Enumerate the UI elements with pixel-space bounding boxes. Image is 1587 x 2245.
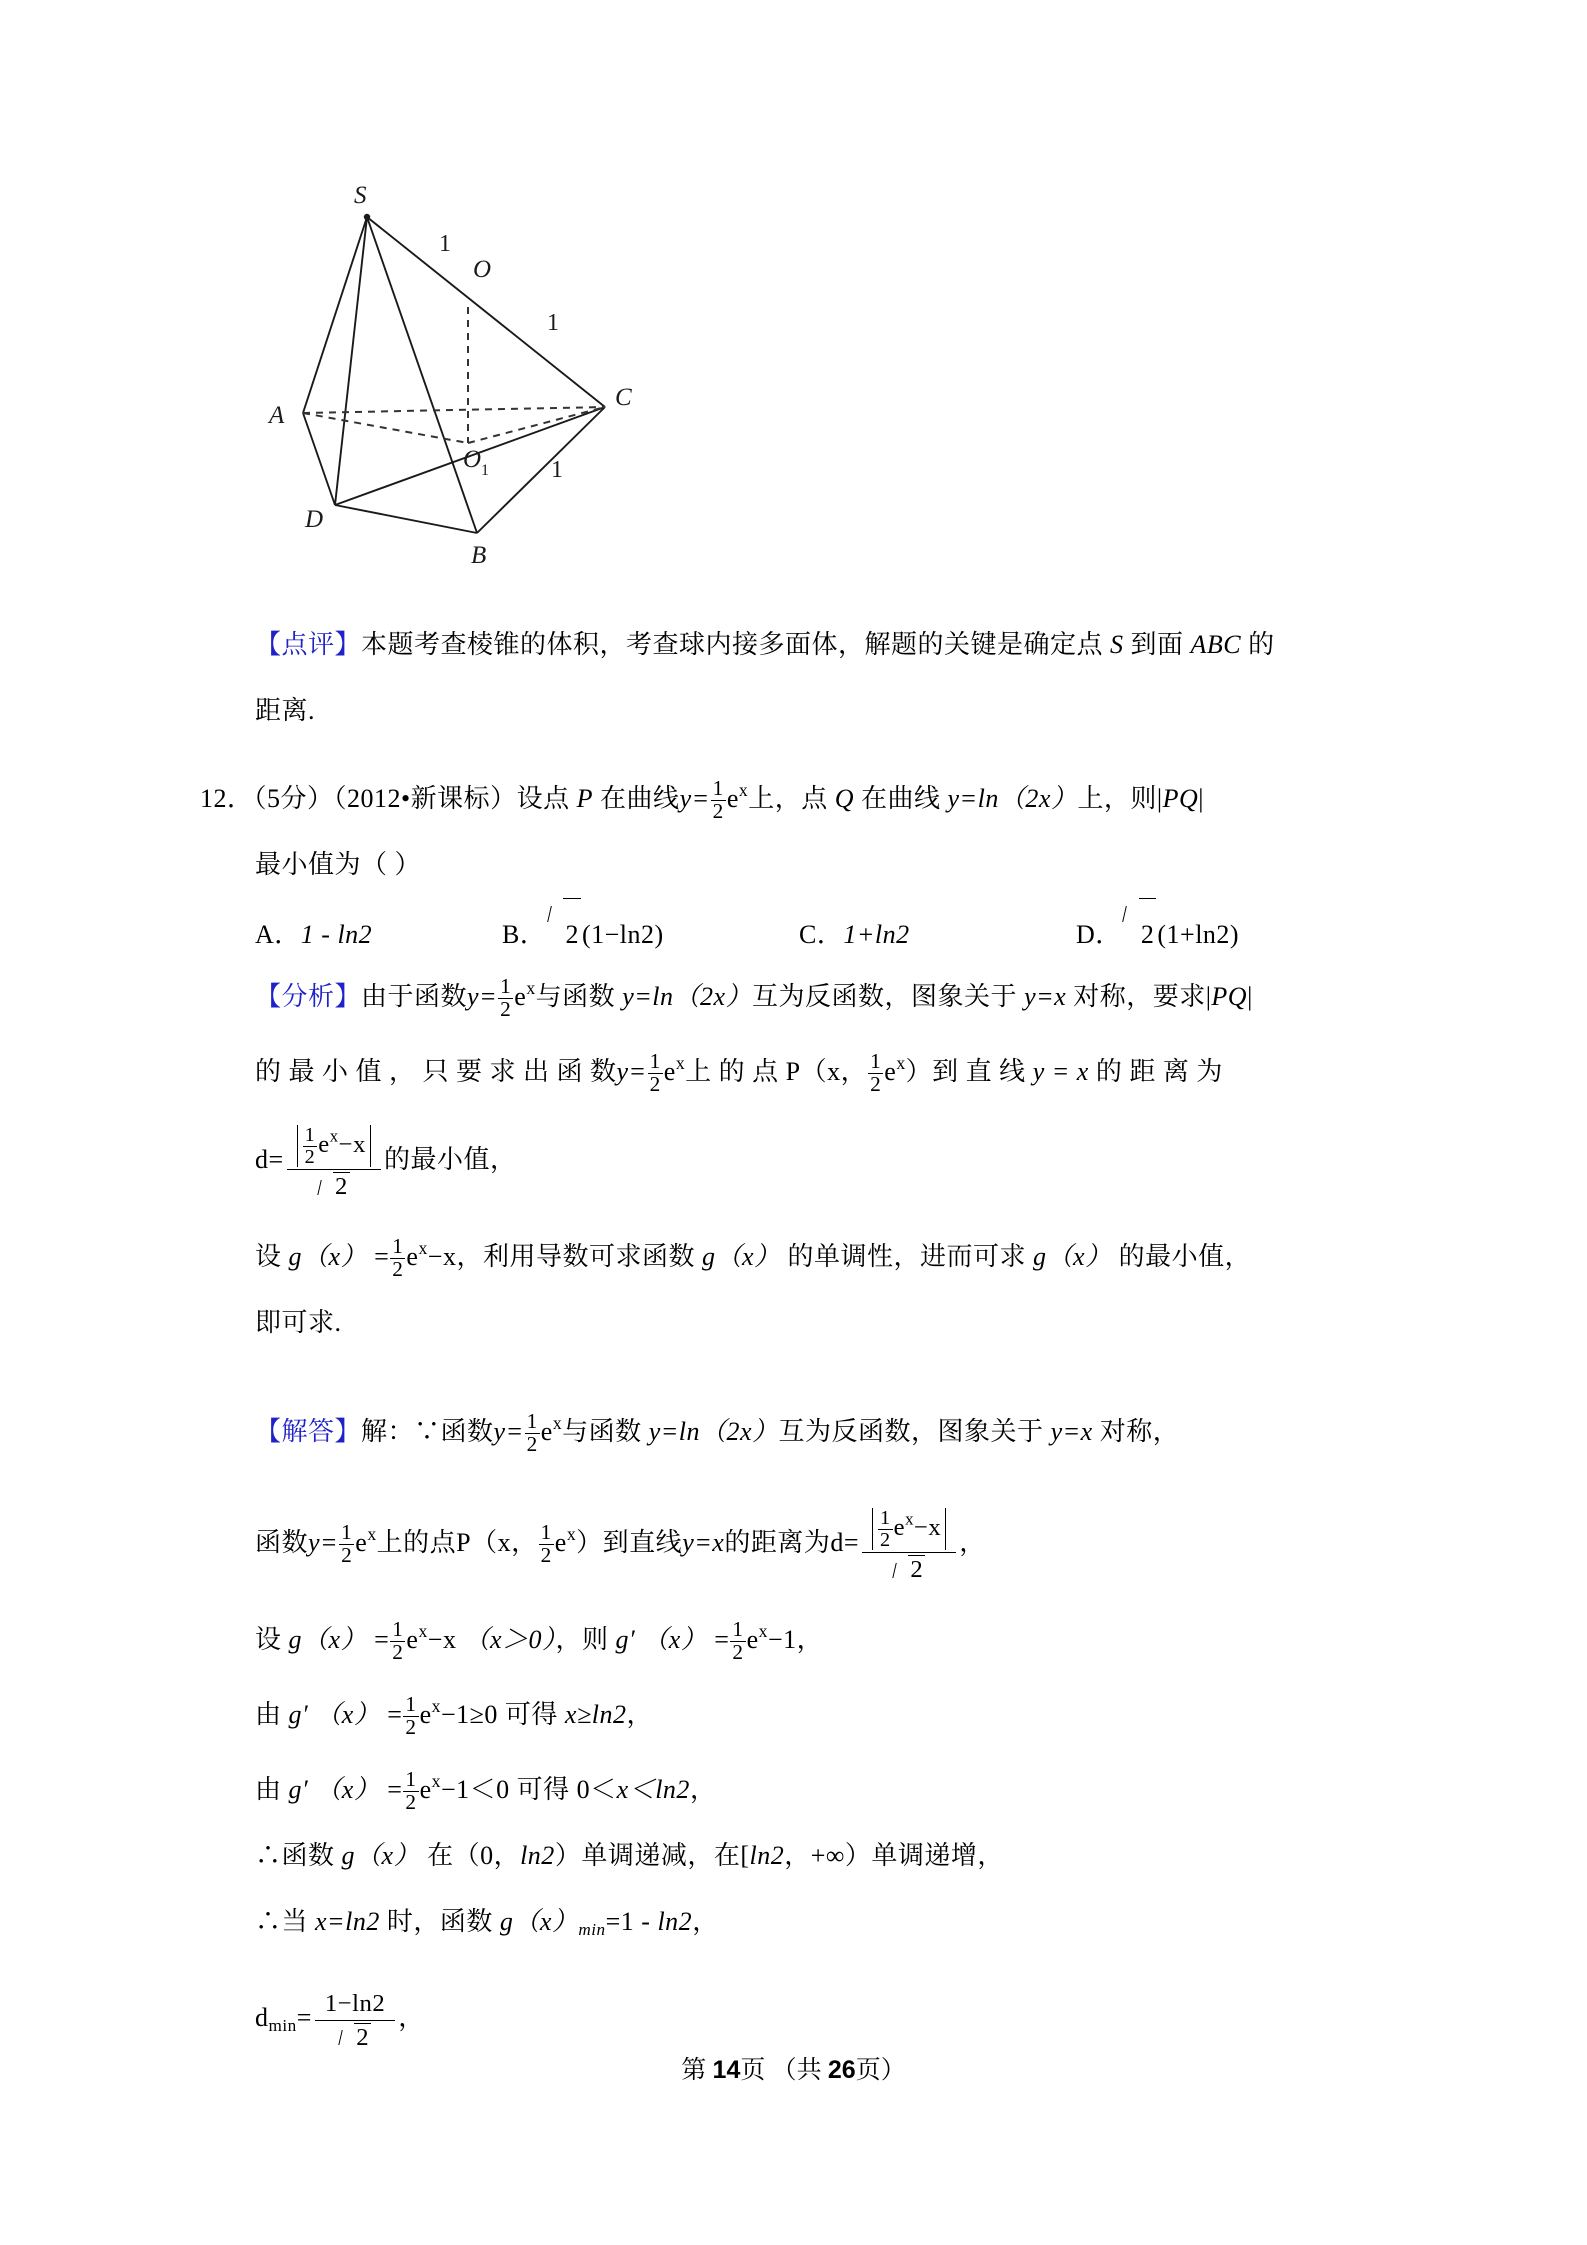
denominator-sqrt [318, 1172, 350, 1201]
option-c-text: 1+ln2 [843, 919, 910, 949]
abs-bars: $\frac{1}{2}$ $e^x-x$ [297, 1125, 371, 1167]
solution-l1-a: 解：∵函数 [361, 1416, 494, 1446]
analysis-l1-f: 对称，要求| [1073, 981, 1212, 1011]
solution-l8-d: d [255, 2002, 269, 2032]
footer-prefix: 第 [681, 2057, 713, 2084]
analysis-l1-d: 互为反函数，图象关于 [752, 981, 1018, 1011]
analysis-l3-tail: 的最小值， [383, 1144, 517, 1174]
solution-l1-y: y= [493, 1416, 524, 1446]
solution-distance-denominator [862, 1553, 956, 1584]
question-stem-f: | [1198, 783, 1204, 813]
analysis-l1-b: 与函数 [535, 981, 616, 1011]
solution-l5-den: 2 [405, 1789, 417, 1814]
abs-exp: x [329, 1126, 339, 1146]
solution-l3-g: g（x） [288, 1624, 368, 1654]
solution-l4-m1: −1 [440, 1699, 470, 1729]
solution-distance-numerator [862, 1506, 956, 1553]
solution-l2-c: ）到直线 [576, 1527, 683, 1557]
footer-current-page: 14 [712, 2056, 741, 2084]
comment-tag: 【点评】 [255, 630, 362, 659]
distance-formula-fraction [287, 1123, 381, 1201]
solution-l7-ln2: ln2 [657, 1906, 693, 1936]
comment-text-b: 到面 [1130, 630, 1184, 659]
solution-l4-eq: = [387, 1699, 403, 1729]
solution-l5-x: x [616, 1774, 629, 1804]
option-c-key: C． [799, 919, 844, 949]
solution-l2-num2: 1 [540, 1520, 552, 1545]
analysis-l2-exp2: x [896, 1052, 906, 1073]
page-footer [0, 2050, 1587, 2086]
solution-l8-eq: = [296, 2002, 312, 2032]
solution-tag: 【解答】 [255, 1416, 362, 1446]
analysis-l4-exp: x [418, 1237, 428, 1258]
solution-l6-ln2: ln2 [520, 1840, 555, 1870]
analysis-l1-e: y=x [1024, 981, 1067, 1011]
denominator-radicand: 2 [335, 1173, 348, 1201]
analysis-l2-fraction-2 [868, 1051, 883, 1095]
solution-l3-e2: e [746, 1624, 759, 1654]
analysis-l2-curve-y: y= [616, 1056, 647, 1086]
solution-l3-den: 2 [392, 1639, 404, 1664]
question-stem-line-1: 12．（5分）（2012•新课标）设点 P 在曲线y= $\frac{1}{2}$ $e^x$上，点 Q 在曲线 y=ln（2x）上，则|PQ| [200, 776, 1204, 824]
solution-l3-e: e [406, 1624, 419, 1654]
option-b-radicand: 2 [563, 898, 581, 971]
solution-l5-px: （x） [315, 1774, 381, 1804]
figure-label-o1: O [463, 446, 482, 473]
vertex-dot-s [364, 214, 370, 220]
abs-e: e [318, 1131, 330, 1159]
solution-l7-comma: ， [692, 1906, 719, 1936]
analysis-l4-e: e [406, 1241, 419, 1271]
figure-label-c: C [615, 384, 632, 411]
question-block [200, 757, 1380, 971]
solution-l1-fraction [525, 1411, 540, 1455]
analysis-curve1-y: y= [467, 981, 498, 1011]
curve1-fraction [711, 778, 726, 822]
curve1-e: e [726, 783, 739, 813]
figure-label-d: D [305, 506, 324, 533]
solution-l2-num: 1 [341, 1520, 353, 1545]
solution-l3-eq: = [374, 1624, 390, 1654]
solution-l2-exp2: x [566, 1523, 577, 1544]
solution-l3-then: ，则 [555, 1624, 609, 1654]
question-curve2: y=ln（2x） [947, 783, 1078, 813]
analysis-l2-e2: e [884, 1056, 897, 1086]
comment-face-abc: ABC [1190, 630, 1242, 659]
solution-l8-sub: min [268, 2015, 297, 2035]
comment-line-1 [255, 612, 1360, 678]
analysis-l1-c: y=ln（2x） [622, 981, 753, 1011]
distance-formula-numerator [287, 1123, 381, 1170]
dmin-sqrt [339, 2023, 371, 2052]
question-stem-b: 在曲线 [600, 783, 680, 813]
solution-l7-eq: =1 - [605, 1906, 658, 1936]
solution-l4-gp: g′ [288, 1699, 309, 1729]
solution-l6-a: ∴函数 [255, 1840, 335, 1870]
solution-l1-e: y=x [1050, 1416, 1093, 1446]
solution-line-5 [255, 1748, 1380, 1823]
comment-block [255, 612, 1360, 744]
abs-num: 1 [304, 1123, 316, 1146]
solution-l2-deq: d= [830, 1527, 859, 1557]
analysis-l2-den2: 2 [870, 1071, 882, 1096]
solution-l5-e: e [419, 1774, 432, 1804]
analysis-line-5: 即可求. [255, 1307, 342, 1337]
solution-l1-num: 1 [526, 1409, 538, 1434]
analysis-l2-a: 的 最 小 值 ， 只 要 求 出 函 数 [255, 1056, 617, 1086]
solution-l5-m1: −1 [440, 1774, 470, 1804]
solution-l7-min: min [578, 1919, 606, 1939]
solution-l4-a: 由 [255, 1699, 282, 1729]
solution-l7-x: x=ln2 [315, 1906, 380, 1936]
analysis-l2-e: e [663, 1056, 676, 1086]
solution-abs-exp: x [905, 1509, 914, 1529]
solution-abs-num: 1 [880, 1506, 891, 1529]
solution-l3-mx: −x [427, 1624, 457, 1654]
solution-l5-gp: g′ [288, 1774, 309, 1804]
solution-l4-fraction [403, 1694, 418, 1738]
solution-abs-den: 2 [880, 1528, 891, 1551]
solution-l2-b: 上的点P（x， [376, 1527, 538, 1557]
footer-mid: 页 （共 [740, 2057, 828, 2084]
analysis-l4-den: 2 [392, 1256, 404, 1281]
solution-l3-den2: 2 [732, 1639, 744, 1664]
comment-text-a: 本题考查棱锥的体积，考查球内接多面体，解题的关键是确定点 [361, 630, 1104, 659]
analysis-l2-den: 2 [649, 1071, 661, 1096]
solution-l1-b: 与函数 [562, 1416, 642, 1446]
analysis-l3-d: d= [255, 1144, 284, 1174]
solution-l1-c: y=ln（2x） [648, 1416, 779, 1446]
solution-line-2 [255, 1479, 1380, 1598]
solution-l1-exp: x [552, 1413, 563, 1433]
option-a-key: A． [255, 919, 301, 949]
curve1-numerator: 1 [712, 776, 724, 801]
option-b-text: (1−ln2) [581, 919, 664, 949]
figure-edge-label-oc: 1 [547, 310, 559, 336]
question-stem-e: 上，则| [1077, 783, 1163, 813]
solution-l3-gp: g′ [615, 1624, 636, 1654]
geometry-figure-pyramid [255, 155, 725, 595]
analysis-l4-num: 1 [392, 1234, 404, 1259]
footer-total-pages: 26 [827, 2056, 856, 2084]
analysis-line-1 [255, 955, 1380, 1030]
solution-line-7 [255, 1889, 1380, 1963]
question-stem-line-2: 最小值为（ ） [255, 849, 422, 879]
solution-denominator-radicand: 2 [910, 1556, 924, 1584]
comment-text-c: 的 [1248, 630, 1275, 659]
solution-line-6 [255, 1823, 1380, 1889]
solution-l4-ge: ≥0 可得 [469, 1699, 558, 1729]
option-b-key: B． [502, 919, 547, 949]
solution-l5-exp: x [431, 1770, 441, 1791]
solution-l4-x: x≥ln2 [564, 1699, 627, 1729]
solution-l2-fraction [339, 1522, 354, 1566]
distance-formula-denominator [287, 1170, 381, 1201]
analysis-curve1-e: e [514, 981, 527, 1011]
analysis-line-4 [255, 1215, 1380, 1290]
analysis-curve1-den: 2 [500, 997, 512, 1022]
abs-den: 2 [304, 1145, 316, 1168]
solution-l4-e: e [419, 1699, 432, 1729]
analysis-block [255, 955, 1380, 1356]
analysis-curve1-num: 1 [500, 974, 512, 999]
solution-abs-e: e [893, 1514, 906, 1542]
solution-l2-d: y=x [682, 1527, 725, 1557]
dmin-numerator: 1−ln2 [315, 1988, 395, 2021]
option-d-text: (1+ln2) [1157, 919, 1240, 949]
footer-suffix: 页） [855, 2057, 906, 2084]
question-point-q: Q [834, 783, 854, 813]
analysis-l1-g: PQ [1211, 981, 1248, 1011]
solution-block [255, 1390, 1380, 2080]
solution-l8-comma: ， [398, 2002, 425, 2032]
solution-l2-e2: e [554, 1527, 567, 1557]
question-stem-c: 上，点 [748, 783, 828, 813]
solution-l3-fraction [390, 1619, 405, 1663]
figure-label-o1-subscript: 1 [481, 462, 489, 479]
solution-abs-inner-fraction [878, 1508, 893, 1550]
solution-l1-d: 互为反函数，图象关于 [778, 1416, 1044, 1446]
solution-abs-bars: $\frac{1}{2}$ $e^x-x$ [872, 1508, 946, 1550]
solution-l1-e: e [540, 1416, 553, 1446]
solution-l2-fraction-2 [539, 1522, 554, 1566]
solution-line-4 [255, 1673, 1380, 1748]
analysis-l2-c: ）到 直 线 [905, 1056, 1026, 1086]
analysis-l1-a: 由于函数 [361, 981, 468, 1011]
curve1-denominator: 2 [712, 799, 724, 824]
solution-l5-eq: = [387, 1774, 403, 1804]
solution-l2-e: 的距离为 [724, 1527, 831, 1557]
question-point-p: P [576, 783, 594, 813]
analysis-l4-eq: = [374, 1241, 390, 1271]
solution-l5-fraction [403, 1769, 418, 1813]
option-a-text: 1 - ln2 [300, 919, 373, 949]
solution-l2-e: e [355, 1527, 368, 1557]
solution-l5-comma: ， [689, 1774, 717, 1804]
comment-point-s: S [1110, 630, 1124, 659]
option-d-radicand: 2 [1139, 898, 1157, 971]
solution-line-1 [255, 1390, 1380, 1465]
analysis-l4-f: 的最小值， [1118, 1241, 1252, 1271]
solution-l3-a: 设 [255, 1624, 282, 1654]
analysis-l2-fraction [648, 1051, 663, 1095]
analysis-l2-exp: x [675, 1052, 686, 1073]
solution-l2-y: y= [308, 1527, 339, 1557]
solution-l6-d: ，+∞）单调递增， [784, 1840, 1004, 1870]
solution-l3-exp: x [418, 1620, 428, 1641]
analysis-line-2 [255, 1030, 1380, 1105]
solution-l3-m1: −1 [767, 1624, 797, 1654]
figure-edge-label-bc: 1 [551, 457, 563, 483]
solution-l4-comma: ， [626, 1699, 653, 1729]
analysis-l4-g: g（x） [288, 1241, 368, 1271]
figure-label-s: S [354, 182, 367, 209]
solution-l4-den: 2 [405, 1714, 417, 1739]
question-score: （5分） [253, 783, 334, 813]
option-d-key: D． [1076, 919, 1122, 949]
abs-inner-fraction [303, 1125, 318, 1167]
question-stem-d: 在曲线 [861, 783, 941, 813]
solution-distance-fraction [862, 1506, 956, 1584]
solution-l7-a: ∴当 [255, 1906, 309, 1936]
analysis-l4-mx: −x [427, 1241, 457, 1271]
solution-l3-num: 1 [392, 1617, 404, 1642]
analysis-l2-b: 上 的 点 P（x， [685, 1056, 868, 1086]
analysis-curve1-fraction [498, 976, 513, 1020]
analysis-l1-h: | [1247, 981, 1253, 1011]
solution-l6-c: ）单调递减，在[ [554, 1840, 750, 1870]
solution-l6-b: 在（0， [427, 1840, 521, 1870]
solution-l2-den: 2 [341, 1542, 353, 1567]
analysis-tag: 【分析】 [255, 981, 362, 1011]
solution-l4-num: 1 [405, 1692, 417, 1717]
solution-l3-comma: ， [796, 1624, 824, 1654]
dmin-fraction [315, 1988, 395, 2051]
analysis-l4-b: ，利用导数可求函数 [456, 1241, 695, 1271]
solution-l6-g: g（x） [341, 1840, 421, 1870]
solution-l2-exp: x [367, 1523, 377, 1544]
solution-l3-exp2: x [758, 1620, 768, 1641]
solution-l7-b: 时，函数 [386, 1906, 493, 1936]
solution-l3-num2: 1 [732, 1617, 744, 1642]
solution-line-3 [255, 1598, 1380, 1673]
curve1-y-eq: y= [679, 783, 710, 813]
solution-l3-eq2: = [714, 1624, 730, 1654]
question-pq: PQ [1162, 783, 1199, 813]
analysis-l4-c: g（x） [701, 1241, 781, 1271]
solution-l7-g: g（x） [499, 1906, 579, 1936]
solution-l5-num: 1 [405, 1767, 417, 1792]
comment-line-2: 距离. [255, 696, 316, 725]
solution-denominator-sqrt [893, 1555, 925, 1584]
dmin-radicand: 2 [356, 2023, 370, 2051]
solution-l6-ln2b: ln2 [749, 1840, 785, 1870]
solution-l3-px: （x） [642, 1624, 708, 1654]
figure-label-o: O [473, 256, 492, 283]
analysis-l4-a: 设 [255, 1241, 282, 1271]
solution-l1-den: 2 [526, 1432, 538, 1457]
figure-edge-label-so: 1 [439, 231, 451, 257]
curve1-exponent: x [738, 780, 749, 800]
solution-l5-lt: ＜0 可得 0＜ [469, 1774, 617, 1804]
analysis-line-3-formula [255, 1105, 1380, 1215]
analysis-curve1-exp: x [526, 978, 536, 998]
solution-l5-lt2: ＜ln2 [628, 1774, 690, 1804]
analysis-l2-e: 的 距 离 为 [1095, 1056, 1223, 1086]
figure-label-b: B [471, 542, 487, 569]
question-stem-a: 设点 [516, 783, 570, 813]
dmin-denominator [315, 2021, 395, 2052]
question-source: （2012•新课标） [333, 783, 517, 813]
solution-l2-a: 函数 [255, 1527, 309, 1557]
solution-l3-fraction-2 [730, 1619, 745, 1663]
solution-l3-cond: （x＞0） [463, 1624, 556, 1654]
analysis-l4-d: 的单调性，进而可求 [787, 1241, 1027, 1271]
analysis-l2-num: 1 [649, 1049, 661, 1074]
solution-l2-den2: 2 [540, 1542, 552, 1567]
solution-l2-comma: ， [959, 1527, 986, 1557]
question-number: 12 [200, 783, 227, 813]
solution-l4-exp: x [431, 1695, 441, 1716]
figure-label-a: A [269, 402, 285, 429]
analysis-l2-d: y = x [1032, 1056, 1089, 1086]
solution-l1-f: 对称， [1099, 1416, 1180, 1446]
solution-l5-a: 由 [255, 1774, 282, 1804]
analysis-l4-fraction [390, 1236, 405, 1280]
analysis-l4-e: g（x） [1033, 1241, 1112, 1271]
analysis-l2-num2: 1 [870, 1049, 882, 1074]
solution-l4-px: （x） [315, 1699, 381, 1729]
